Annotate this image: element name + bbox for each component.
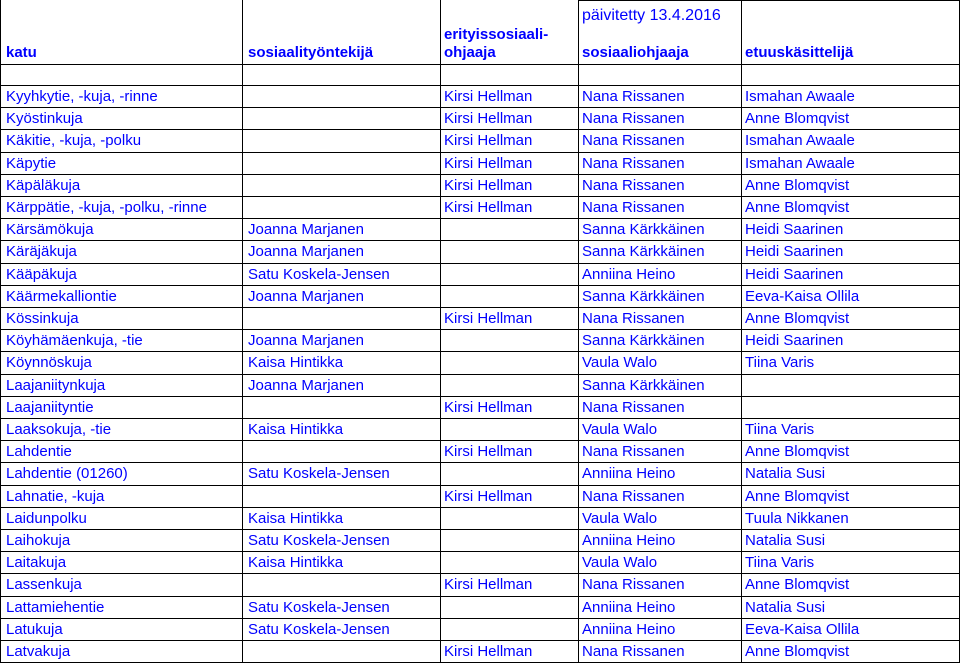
header-street: katu <box>6 44 37 61</box>
street-cell: Köyhämäenkuja, -tie <box>6 332 143 350</box>
table-row <box>0 130 960 152</box>
row-divider <box>0 329 960 330</box>
benefit-handler-cell: Heidi Saarinen <box>745 243 844 261</box>
special-social-instructor-cell: Kirsi Hellman <box>444 110 533 128</box>
row-divider <box>0 218 960 219</box>
row-divider <box>0 107 960 108</box>
social-instructor-cell: Sanna Kärkkäinen <box>582 287 705 305</box>
social-instructor-cell: Nana Rissanen <box>582 154 685 172</box>
row-divider <box>0 129 960 130</box>
benefit-handler-cell: Anne Blomqvist <box>745 176 850 194</box>
social-instructor-cell: Nana Rissanen <box>582 487 685 505</box>
table-top-line <box>0 85 960 86</box>
benefit-handler-cell: Eeva-Kaisa Ollila <box>745 287 860 305</box>
benefit-handler-cell: Natalia Susi <box>745 465 826 483</box>
social-instructor-cell: Nana Rissanen <box>582 110 685 128</box>
street-cell: Käpäläkuja <box>6 176 81 194</box>
row-divider <box>0 396 960 397</box>
social-instructor-cell: Anniina Heino <box>582 265 676 283</box>
social-instructor-cell: Sanna Kärkkäinen <box>582 243 705 261</box>
updated-date: päivitetty 13.4.2016 <box>582 7 721 24</box>
social-worker-cell: Satu Koskela-Jensen <box>248 532 390 549</box>
table-row <box>0 175 960 197</box>
row-divider <box>0 529 960 530</box>
row-divider <box>0 640 960 641</box>
benefit-handler-cell: Tiina Varis <box>745 421 815 438</box>
social-instructor-cell: Anniina Heino <box>582 465 676 483</box>
column-divider <box>578 0 579 663</box>
social-worker-cell: Kaisa Hintikka <box>248 509 344 527</box>
street-cell: Laajaniitynkuja <box>6 376 106 394</box>
street-cell: Käkitie, -kuja, -polku <box>6 132 142 150</box>
special-social-instructor-cell: Kirsi Hellman <box>444 398 533 416</box>
benefit-handler-cell: Tiina Varis <box>745 554 815 572</box>
social-instructor-cell: Vaula Walo <box>582 354 658 372</box>
social-worker-cell: Kaisa Hintikka <box>248 554 344 572</box>
table-row <box>0 153 960 175</box>
benefit-handler-cell: Anne Blomqvist <box>745 487 850 505</box>
row-divider <box>0 418 960 419</box>
social-instructor-cell: Nana Rissanen <box>582 88 685 105</box>
row-divider <box>0 440 960 441</box>
social-instructor-cell: Nana Rissanen <box>582 576 685 594</box>
table-row <box>0 86 960 108</box>
social-instructor-cell: Nana Rissanen <box>582 132 685 150</box>
social-instructor-cell: Nana Rissanen <box>582 443 685 461</box>
benefit-handler-cell: Heidi Saarinen <box>745 221 844 239</box>
street-cell: Laidunpolku <box>6 509 87 527</box>
benefit-handler-cell: Anne Blomqvist <box>745 110 850 128</box>
benefit-handler-cell: Heidi Saarinen <box>745 265 844 283</box>
benefit-handler-cell: Ismahan Awaale <box>745 88 855 105</box>
social-instructor-cell: Nana Rissanen <box>582 643 685 660</box>
row-divider <box>0 196 960 197</box>
table-row <box>0 330 960 352</box>
social-worker-cell: Joanna Marjanen <box>248 287 364 305</box>
benefit-handler-cell: Anne Blomqvist <box>745 443 850 461</box>
social-worker-cell: Satu Koskela-Jensen <box>248 265 390 283</box>
table-row <box>0 108 960 130</box>
table-row <box>0 397 960 419</box>
table-row <box>0 219 960 241</box>
row-divider <box>0 618 960 619</box>
row-divider <box>0 462 960 463</box>
street-cell: Kärsämökuja <box>6 221 94 239</box>
social-instructor-cell: Nana Rissanen <box>582 199 685 216</box>
special-social-instructor-cell: Kirsi Hellman <box>444 576 533 594</box>
street-cell: Käpytie <box>6 154 57 172</box>
row-divider <box>0 551 960 552</box>
special-social-instructor-cell: Kirsi Hellman <box>444 154 533 172</box>
benefit-handler-cell: Anne Blomqvist <box>745 199 850 216</box>
column-divider <box>242 0 243 663</box>
social-worker-cell: Satu Koskela-Jensen <box>248 620 390 638</box>
street-cell: Kyyhkytie, -kuja, -rinne <box>6 88 158 105</box>
benefit-handler-cell: Tuula Nikkanen <box>745 509 849 527</box>
special-social-instructor-cell: Kirsi Hellman <box>444 132 533 150</box>
special-social-instructor-cell: Kirsi Hellman <box>444 443 533 461</box>
table-row <box>0 486 960 508</box>
table-row <box>0 530 960 552</box>
street-cell: Laihokuja <box>6 532 71 549</box>
table-row <box>0 574 960 596</box>
social-instructor-cell: Anniina Heino <box>582 620 676 638</box>
header-special-social-instructor-line2: ohjaaja <box>444 44 496 61</box>
table-row <box>0 441 960 463</box>
benefit-handler-cell: Anne Blomqvist <box>745 576 850 594</box>
table-row <box>0 375 960 397</box>
row-divider <box>0 174 960 175</box>
social-worker-cell: Kaisa Hintikka <box>248 354 344 372</box>
social-instructor-cell: Sanna Kärkkäinen <box>582 376 705 394</box>
street-cell: Kyöstinkuja <box>6 110 83 128</box>
column-divider <box>440 0 441 663</box>
social-instructor-cell: Vaula Walo <box>582 509 658 527</box>
table-row <box>0 552 960 574</box>
row-divider <box>0 285 960 286</box>
benefit-handler-cell: Natalia Susi <box>745 598 826 616</box>
table-row <box>0 597 960 619</box>
special-social-instructor-cell: Kirsi Hellman <box>444 310 533 327</box>
header-top-line <box>578 0 960 1</box>
row-divider <box>0 351 960 352</box>
table-row <box>0 463 960 485</box>
benefit-handler-cell: Heidi Saarinen <box>745 332 844 350</box>
special-social-instructor-cell: Kirsi Hellman <box>444 176 533 194</box>
table-row <box>0 264 960 286</box>
benefit-handler-cell: Anne Blomqvist <box>745 643 850 660</box>
social-instructor-cell: Anniina Heino <box>582 598 676 616</box>
row-divider <box>0 596 960 597</box>
header-social-instructor: sosiaaliohjaaja <box>582 44 689 61</box>
social-worker-cell: Joanna Marjanen <box>248 332 364 350</box>
header-bottom-line <box>0 64 960 65</box>
table-row <box>0 352 960 374</box>
row-divider <box>0 485 960 486</box>
special-social-instructor-cell: Kirsi Hellman <box>444 88 533 105</box>
social-worker-cell: Joanna Marjanen <box>248 243 364 261</box>
street-cell: Laajaniityntie <box>6 398 94 416</box>
social-instructor-cell: Vaula Walo <box>582 421 658 438</box>
header-benefit-handler: etuuskäsittelijä <box>745 44 854 61</box>
street-cell: Käärmekalliontie <box>6 287 117 305</box>
special-social-instructor-cell: Kirsi Hellman <box>444 199 533 216</box>
special-social-instructor-cell: Kirsi Hellman <box>444 487 533 505</box>
social-worker-cell: Joanna Marjanen <box>248 376 364 394</box>
street-cell: Lahnatie, -kuja <box>6 487 105 505</box>
street-cell: Laitakuja <box>6 554 67 572</box>
table-row <box>0 641 960 663</box>
table-row <box>0 419 960 441</box>
street-cell: Käräjäkuja <box>6 243 77 261</box>
row-divider <box>0 152 960 153</box>
social-worker-cell: Satu Koskela-Jensen <box>248 598 390 616</box>
benefit-handler-cell: Ismahan Awaale <box>745 132 855 150</box>
row-divider <box>0 573 960 574</box>
benefit-handler-cell: Natalia Susi <box>745 532 826 549</box>
row-divider <box>0 307 960 308</box>
street-cell: Lahdentie <box>6 443 72 461</box>
header-special-social-instructor-line1: erityissosiaali- <box>444 26 549 43</box>
table-row <box>0 508 960 530</box>
table-row <box>0 241 960 263</box>
street-cell: Lattamiehentie <box>6 598 105 616</box>
social-worker-cell: Joanna Marjanen <box>248 221 364 239</box>
benefit-handler-cell: Tiina Varis <box>745 354 815 372</box>
row-divider <box>0 263 960 264</box>
social-instructor-cell: Nana Rissanen <box>582 398 685 416</box>
row-divider <box>0 507 960 508</box>
social-instructor-cell: Sanna Kärkkäinen <box>582 332 705 350</box>
special-social-instructor-cell: Kirsi Hellman <box>444 643 533 660</box>
social-instructor-cell: Nana Rissanen <box>582 310 685 327</box>
header-social-worker: sosiaalityöntekijä <box>248 44 374 61</box>
street-cell: Kössinkuja <box>6 310 79 327</box>
street-cell: Lahdentie (01260) <box>6 465 128 483</box>
table-row <box>0 197 960 219</box>
street-cell: Kääpäkuja <box>6 265 77 283</box>
social-worker-cell: Satu Koskela-Jensen <box>248 465 390 483</box>
benefit-handler-cell: Anne Blomqvist <box>745 310 850 327</box>
social-instructor-cell: Nana Rissanen <box>582 176 685 194</box>
social-instructor-cell: Anniina Heino <box>582 532 676 549</box>
table-row <box>0 619 960 641</box>
benefit-handler-cell: Eeva-Kaisa Ollila <box>745 620 860 638</box>
social-instructor-cell: Vaula Walo <box>582 554 658 572</box>
social-instructor-cell: Sanna Kärkkäinen <box>582 221 705 239</box>
street-cell: Lassenkuja <box>6 576 82 594</box>
social-worker-cell: Kaisa Hintikka <box>248 421 344 438</box>
column-divider <box>0 0 1 663</box>
table-row <box>0 286 960 308</box>
benefit-handler-cell: Ismahan Awaale <box>745 154 855 172</box>
row-divider <box>0 374 960 375</box>
table-row <box>0 308 960 330</box>
street-cell: Köynnöskuja <box>6 354 92 372</box>
street-cell: Latvakuja <box>6 643 71 660</box>
street-cell: Laaksokuja, -tie <box>6 421 112 438</box>
column-divider <box>741 0 742 663</box>
street-cell: Kärppätie, -kuja, -polku, -rinne <box>6 199 207 216</box>
row-divider <box>0 240 960 241</box>
street-cell: Latukuja <box>6 620 63 638</box>
